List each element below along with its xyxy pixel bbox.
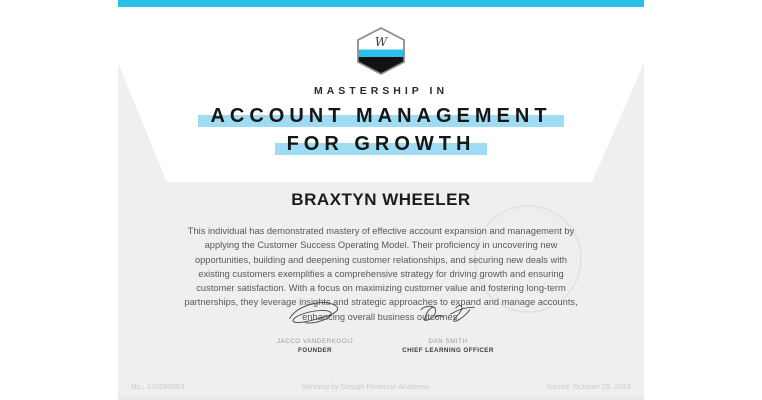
certificate-eyebrow: MASTERSHIP IN <box>313 85 449 97</box>
signature-scribble-icon <box>280 301 350 329</box>
signatory-name: JACCO VANDERKOOIJ <box>276 338 354 345</box>
accent-bar <box>118 0 644 7</box>
issue-date: Issued: October 29, 2024 <box>546 382 631 391</box>
issuer-name: Winning by Design Revenue Academy <box>301 382 430 391</box>
certificate-body: This individual has demonstrated mastery of effective account expansion and management by applying the Customer Success Operating Model. Their proficiency in uncovering new opportunities, building and deepening customer relationships, and securing new deals with existing customers exemplifies a comprehensive strategy for driving growth and ensuring customer satisfaction. With a focus on maximizing customer value and fostering long-term partnerships, they leverage insights and strategic approaches to expand and manage accounts, enhancing overall business outcomes. <box>184 226 578 322</box>
signature-block-founder <box>245 301 385 354</box>
signature-block-clo <box>378 301 518 354</box>
brand-hexagon-icon <box>355 27 407 75</box>
title-line-2: FOR GROWTH <box>275 132 488 156</box>
certificate-title <box>118 104 644 156</box>
bottom-strip <box>118 395 644 400</box>
title-line-1: ACCOUNT MANAGEMENT <box>198 104 563 128</box>
recipient-name: BRAXTYN WHEELER <box>291 190 471 209</box>
badge-letter: W <box>374 35 388 49</box>
signatory-role: CHIEF LEARNING OFFICER <box>402 347 494 354</box>
certificate-footer <box>118 382 644 391</box>
certificate-number: No.: 120280863 <box>131 382 185 391</box>
signatory-role: FOUNDER <box>298 347 332 354</box>
certificate-card <box>118 0 644 400</box>
signature-script-icon <box>413 301 483 329</box>
signatory-name: DAN SMITH <box>428 338 468 345</box>
